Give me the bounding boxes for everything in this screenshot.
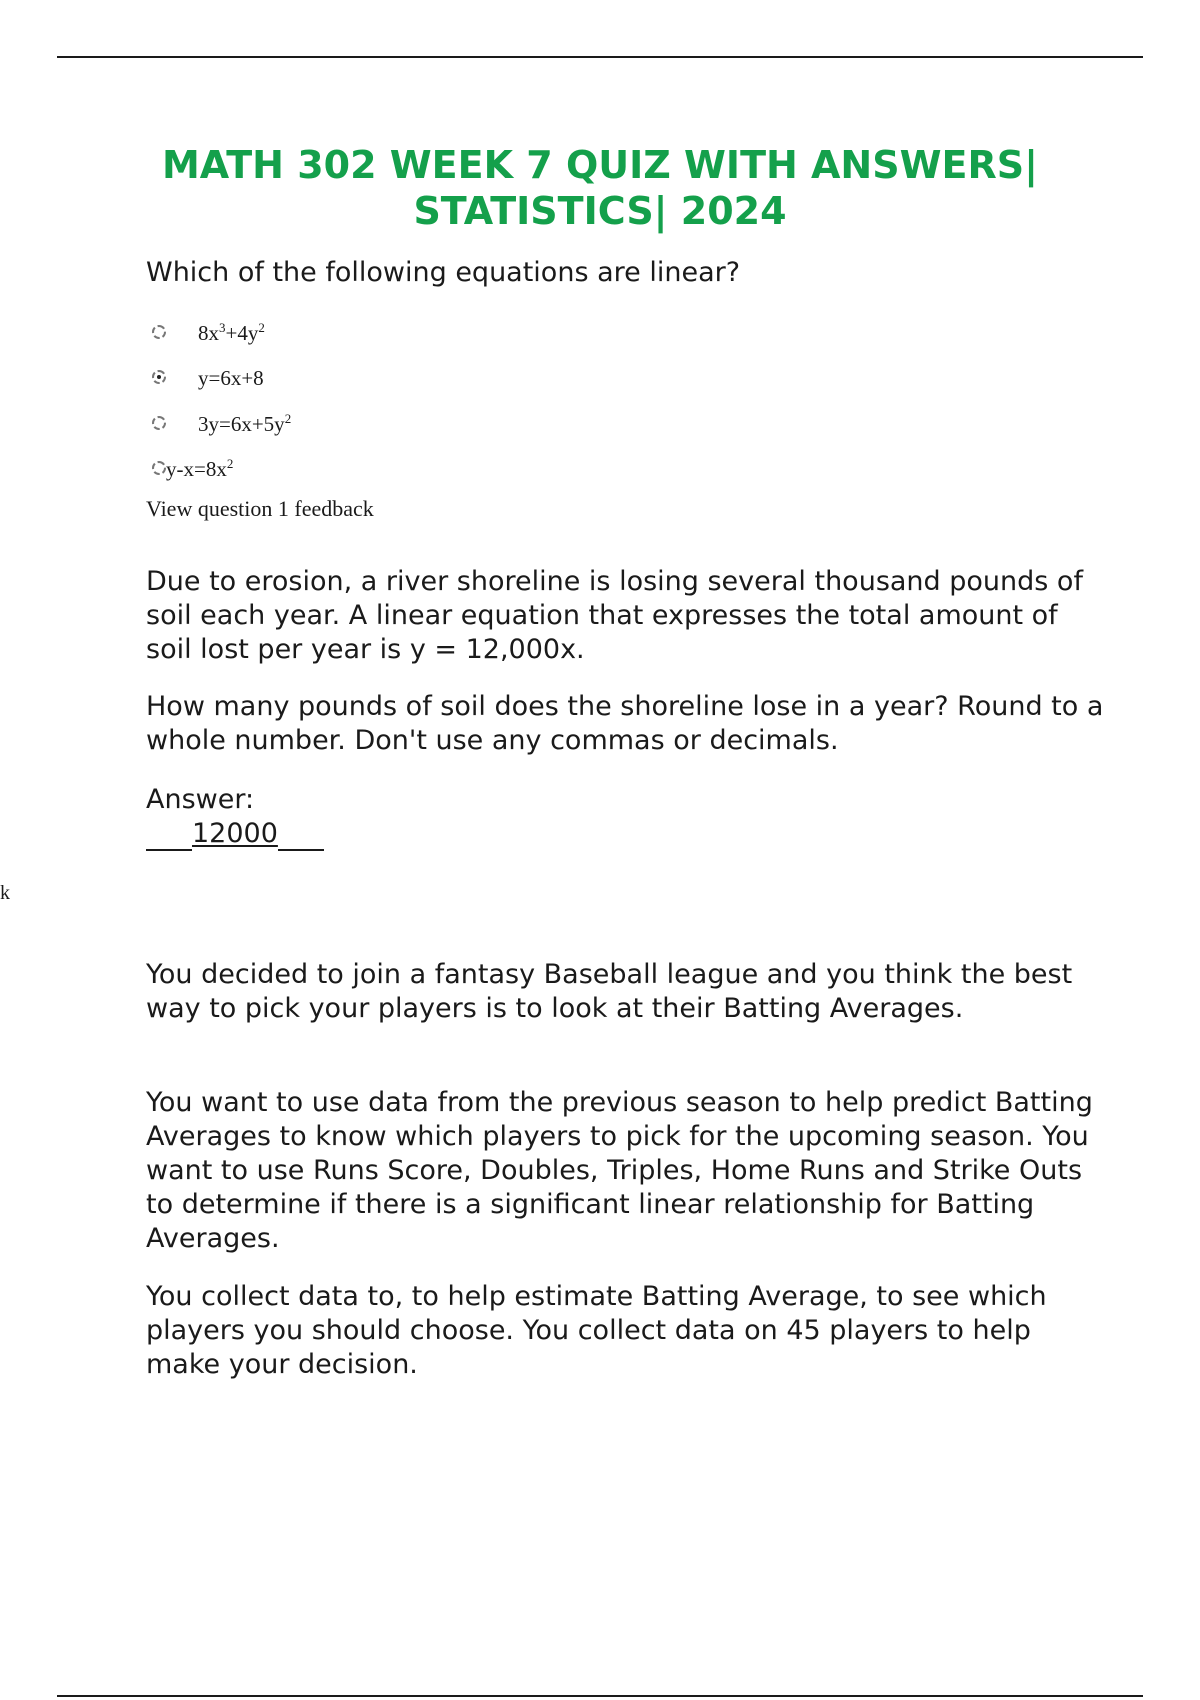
radio-button-selected[interactable]: [152, 370, 166, 384]
option-4-label: $y-x=8x^2$: [166, 456, 234, 481]
radio-button[interactable]: [152, 461, 166, 475]
radio-button[interactable]: [152, 325, 166, 339]
question-1-text: Which of the following equations are linear?: [146, 257, 741, 288]
answer-field: [146, 817, 1106, 851]
option-1-label: $8x^3+4y^2$: [198, 320, 265, 345]
answer-label: Answer:: [146, 784, 255, 815]
question-3-paragraph-3: You collect data to, to help estimate Batting Average, to see which players you should choose. You collect data on 45 players to help make your decision.: [146, 1281, 1047, 1380]
question-1-feedback-link[interactable]: View question 1 feedback: [146, 496, 374, 521]
answer-blank-right: [278, 821, 324, 851]
question-3-paragraph-1: You decided to join a fantasy Baseball league and you think the best way to pick your players is to look at their Batting Averages.: [146, 959, 1073, 1024]
stray-character: k: [0, 882, 10, 904]
top-rule: [57, 56, 1143, 58]
option-2-label: y=6x+8: [198, 366, 264, 390]
answer-value: 12000: [192, 818, 278, 849]
question-3-paragraph-2: You want to use data from the previous season to help predict Batting Averages to know which players to pick for the upcoming season. You want to use Runs Score, Doubles, Triples, Home Runs and Strike Outs to determine if there is a significant linear relationship for Batting Averages.: [146, 1087, 1093, 1254]
answer-blank-left: [146, 821, 192, 851]
radio-button[interactable]: [152, 416, 166, 430]
question-2-paragraph-1: Due to erosion, a river shoreline is losing several thousand pounds of soil each year. A linear equation that expresses the total amount of soil lost per year is y = 12,000x.: [146, 566, 1083, 665]
bottom-rule: [57, 1695, 1143, 1697]
document-title: MATH 302 WEEK 7 QUIZ WITH ANSWERS| STATISTICS| 2024: [161, 143, 1038, 233]
option-3-label: $3y=6x+5y^2$: [198, 411, 292, 436]
question-2-paragraph-2: How many pounds of soil does the shoreline lose in a year? Round to a whole number. Don't use any commas or decimals.: [146, 691, 1104, 756]
